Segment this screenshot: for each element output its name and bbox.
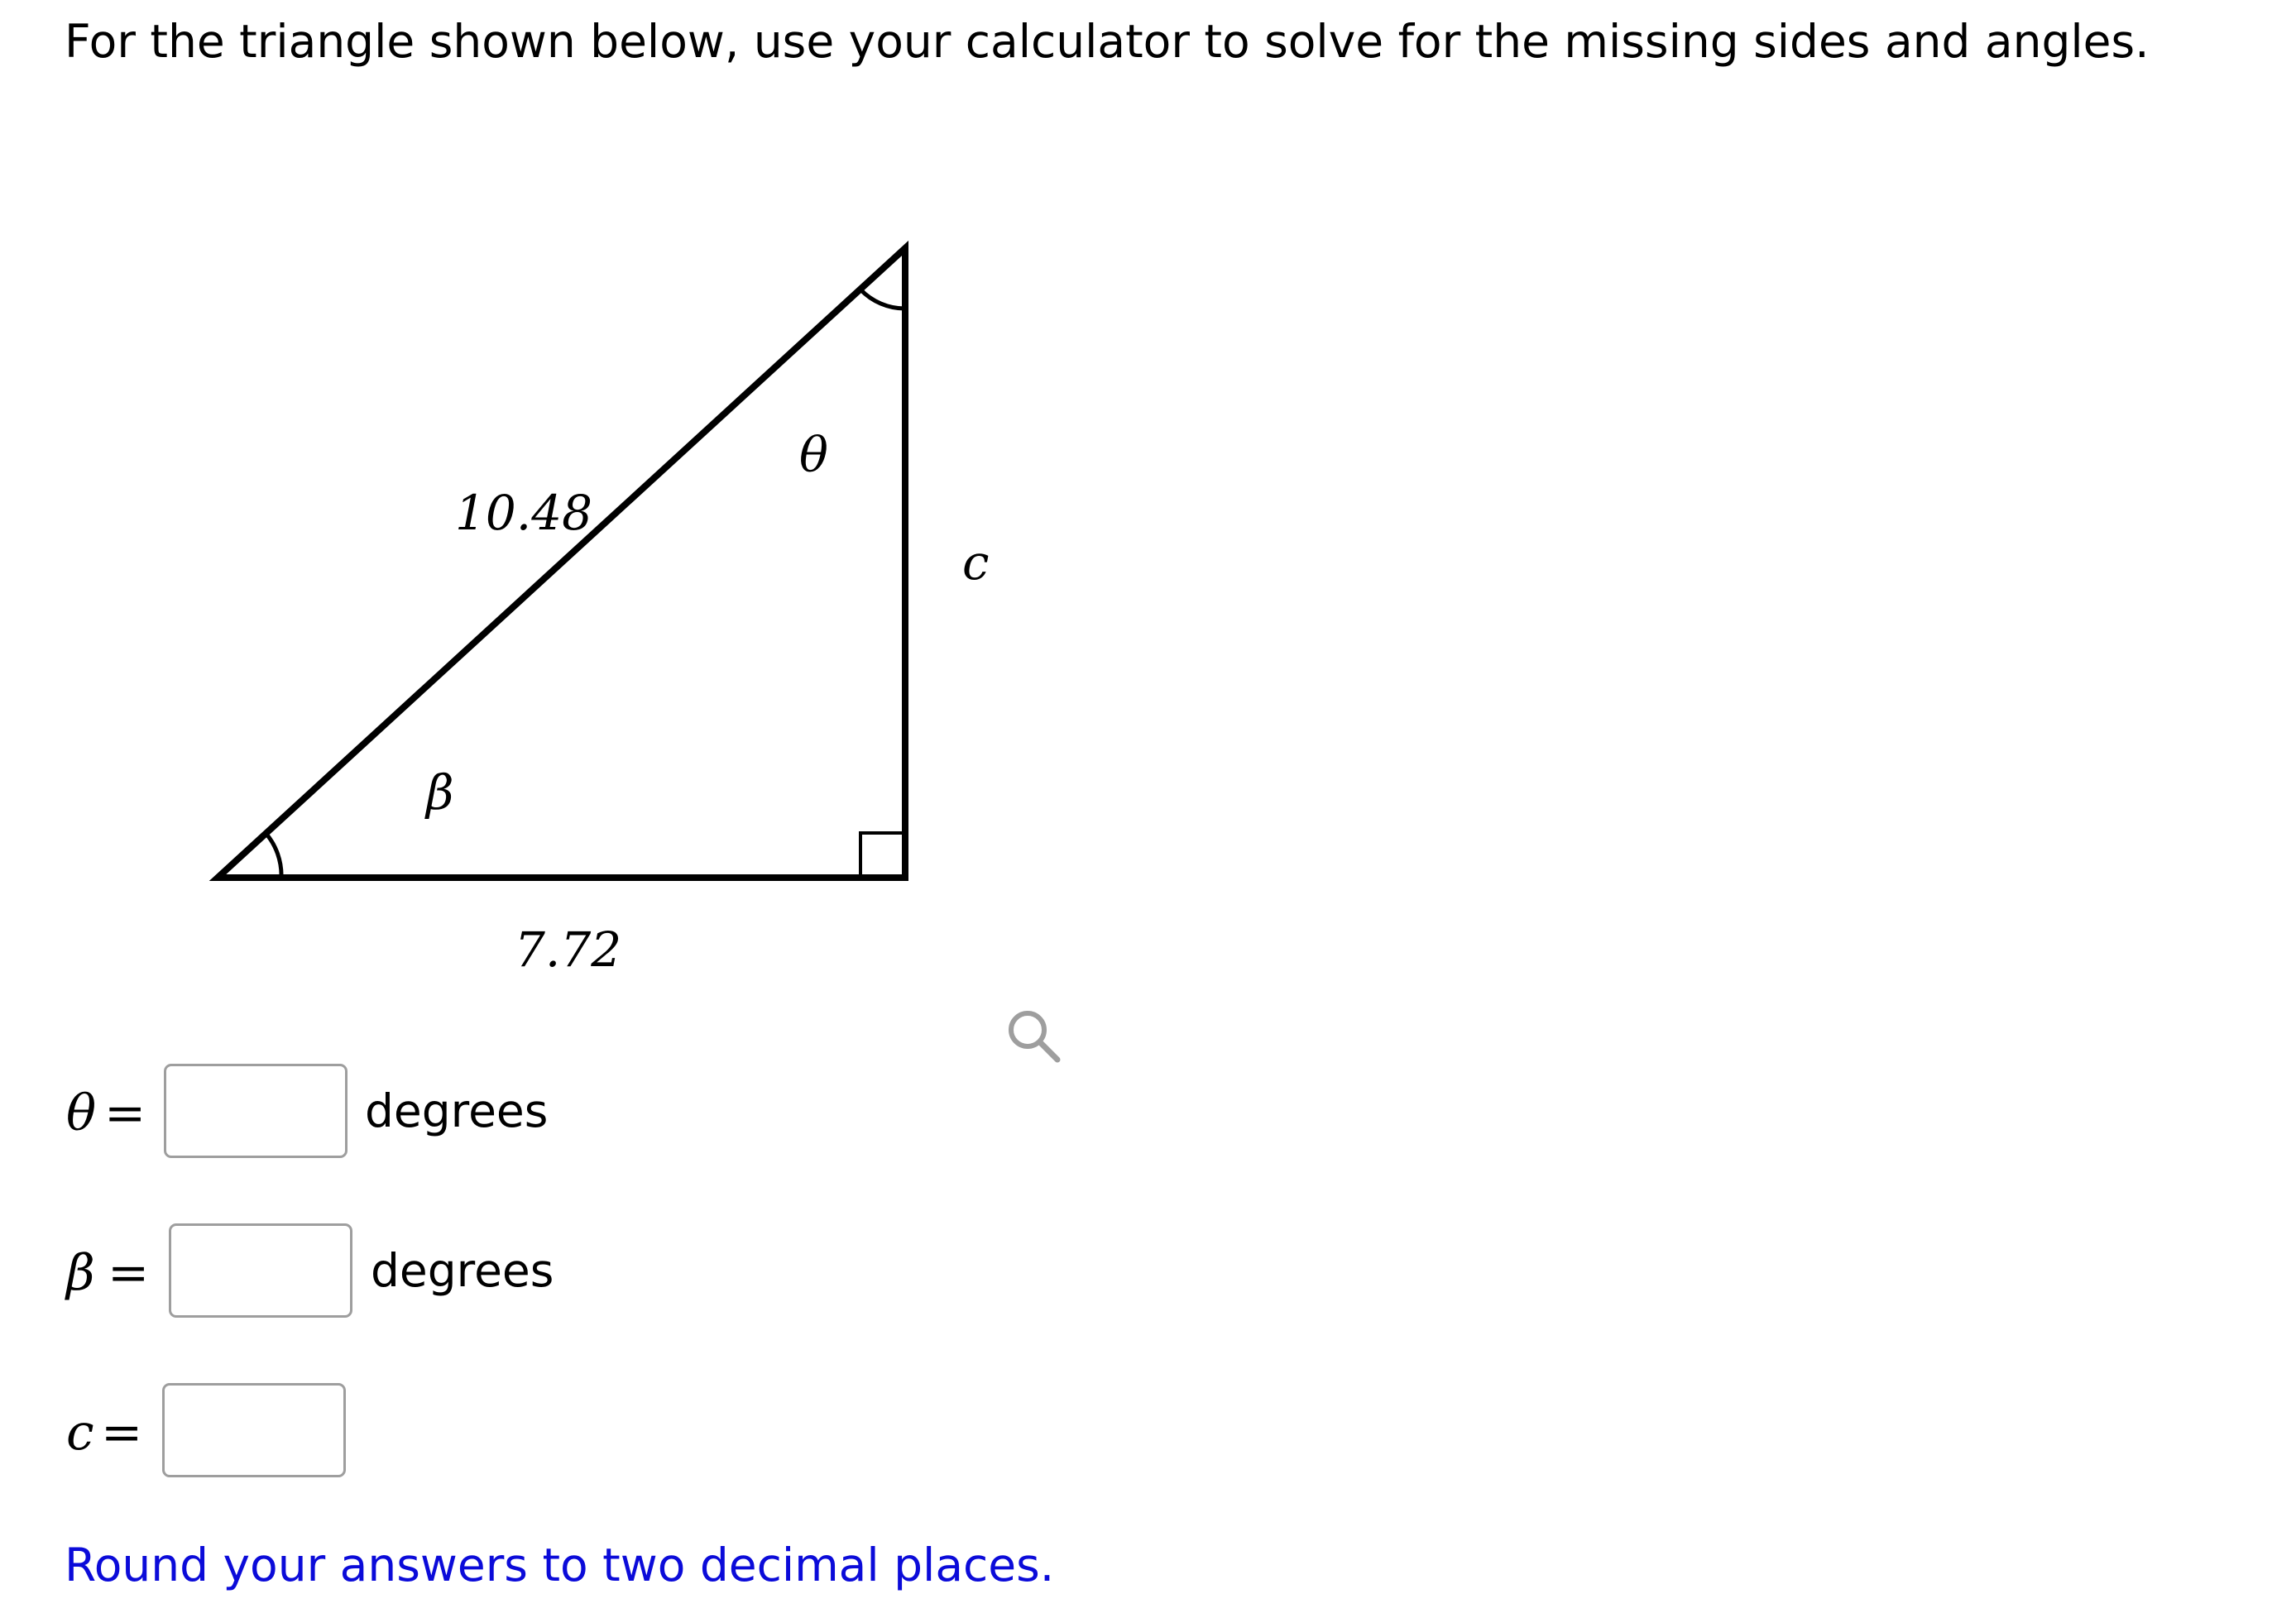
beta-equals-sign: =	[108, 1244, 150, 1302]
rounding-note: Round your answers to two decimal places.	[65, 1539, 1055, 1591]
hypotenuse-label: 10.48	[455, 485, 593, 541]
beta-label: β	[426, 764, 454, 821]
triangle-figure	[0, 0, 1158, 1034]
c-equals-sign: =	[101, 1404, 143, 1462]
beta-input[interactable]	[169, 1223, 352, 1318]
triangle-outline	[218, 248, 905, 878]
side-c-label: c	[962, 534, 990, 591]
c-symbol: c	[66, 1404, 94, 1462]
c-input[interactable]	[162, 1383, 346, 1477]
base-label: 7.72	[515, 921, 622, 978]
theta-input[interactable]	[164, 1064, 348, 1158]
theta-angle-arc	[860, 290, 905, 309]
beta-symbol: β	[66, 1244, 95, 1302]
question-text: For the triangle shown below, use your calculator to solve for the missing sides and angles.	[65, 15, 2150, 68]
theta-label: θ	[799, 427, 828, 483]
theta-symbol: θ	[66, 1084, 97, 1142]
beta-unit: degrees	[371, 1244, 554, 1297]
theta-equals-sign: =	[104, 1084, 146, 1142]
beta-angle-arc	[266, 833, 281, 878]
theta-unit: degrees	[365, 1084, 549, 1137]
magnifier-icon[interactable]	[1003, 1005, 1066, 1068]
right-angle-marker	[860, 833, 905, 878]
